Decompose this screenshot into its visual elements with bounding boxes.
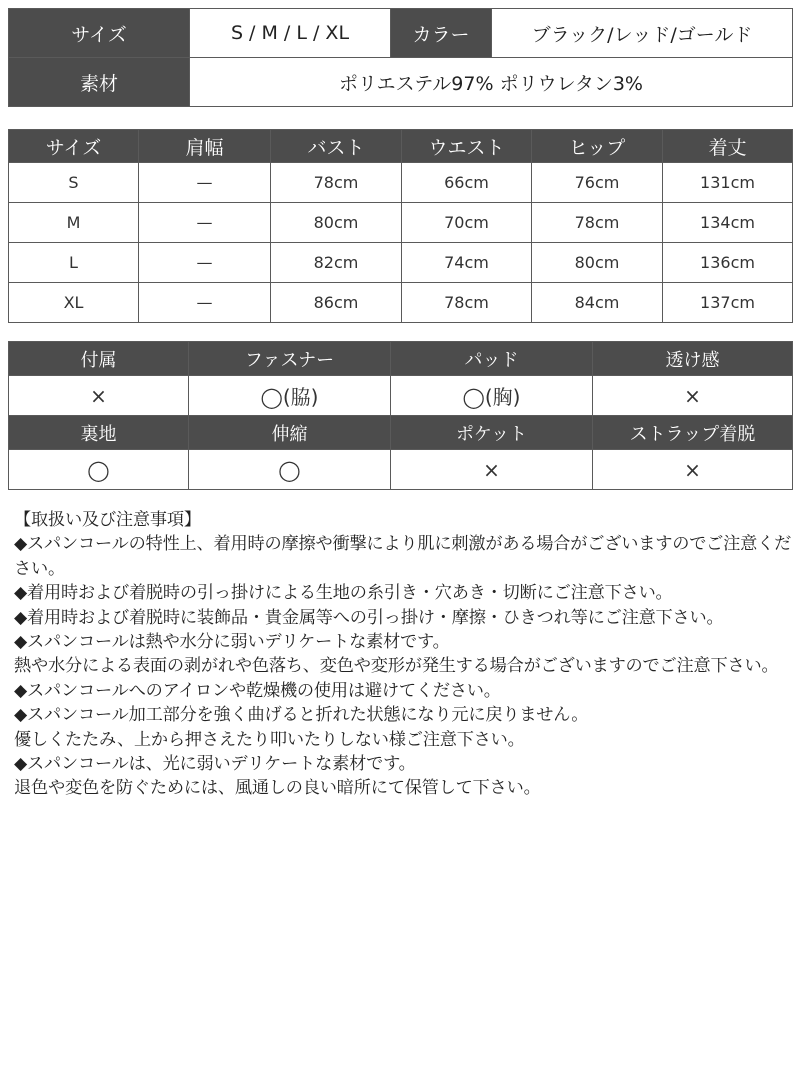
header-lining: 裏地 — [9, 416, 189, 450]
stretch-value: ◯ — [189, 450, 391, 490]
note-line: ◆スパンコールへのアイロンや乾燥機の使用は避けてください。 — [14, 680, 501, 701]
note-line: 優しくたたみ、上から押さえたり叩いたりしない様ご注意下さい。 — [14, 729, 525, 750]
info-row-size-color — [9, 9, 793, 58]
note-line: ◆着用時および着脱時に装飾品・貴金属等への引っ掛け・摩擦・ひきつれ等にご注意下さい。 — [14, 607, 724, 628]
pad-value: ◯(胸) — [391, 376, 593, 416]
header-pocket: ポケット — [391, 416, 593, 450]
material-label: 素材 — [9, 58, 190, 107]
size-cell: L — [9, 243, 139, 283]
accessories-value: × — [9, 376, 189, 416]
shoulder-cell: — — [139, 203, 271, 243]
note-line: ◆スパンコールの特性上、着用時の摩擦や衝撃により肌に刺激がある場合がございますのでご注意ください。 — [14, 534, 792, 579]
table-row — [9, 283, 793, 323]
header-sheerness: 透け感 — [593, 342, 793, 376]
product-info-table — [8, 8, 793, 107]
waist-cell: 74cm — [402, 243, 532, 283]
care-notes — [14, 508, 796, 801]
note-line: ◆着用時および着脱時の引っ掛けによる生地の糸引き・穴あき・切断にご注意下さい。 — [14, 583, 673, 604]
header-shoulder: 肩幅 — [139, 130, 271, 163]
waist-cell: 70cm — [402, 203, 532, 243]
color-label: カラー — [391, 9, 492, 58]
hip-cell: 84cm — [532, 283, 663, 323]
header-waist: ウエスト — [402, 130, 532, 163]
header-accessories: 付属 — [9, 342, 189, 376]
shoulder-cell: — — [139, 283, 271, 323]
lining-value: ◯ — [9, 450, 189, 490]
material-value: ポリエステル97% ポリウレタン3% — [190, 58, 793, 107]
size-cell: XL — [9, 283, 139, 323]
hip-cell: 78cm — [532, 203, 663, 243]
bust-cell: 82cm — [271, 243, 402, 283]
note-line: ◆スパンコール加工部分を強く曲げると折れた状態になり元に戻りません。 — [14, 705, 589, 726]
shoulder-cell: — — [139, 163, 271, 203]
hip-cell: 80cm — [532, 243, 663, 283]
length-cell: 131cm — [663, 163, 793, 203]
note-line: ◆スパンコールは、光に弱いデリケートな素材です。 — [14, 754, 416, 775]
feature-header-row-2 — [9, 416, 793, 450]
header-pad: パッド — [391, 342, 593, 376]
waist-cell: 66cm — [402, 163, 532, 203]
header-length: 着丈 — [663, 130, 793, 163]
pocket-value: × — [391, 450, 593, 490]
header-hip: ヒップ — [532, 130, 663, 163]
table-row — [9, 163, 793, 203]
zipper-value: ◯(脇) — [189, 376, 391, 416]
strap-value: × — [593, 450, 793, 490]
waist-cell: 78cm — [402, 283, 532, 323]
size-value: S / M / L / XL — [190, 9, 391, 58]
length-cell: 137cm — [663, 283, 793, 323]
hip-cell: 76cm — [532, 163, 663, 203]
length-cell: 136cm — [663, 243, 793, 283]
header-zipper: ファスナー — [189, 342, 391, 376]
feature-value-row-1 — [9, 376, 793, 416]
header-strap: ストラップ着脱 — [593, 416, 793, 450]
feature-value-row-2 — [9, 450, 793, 490]
info-row-material — [9, 58, 793, 107]
size-chart-table — [8, 129, 793, 323]
note-line: 熱や水分による表面の剥がれや色落ち、変色や変形が発生する場合がございますのでご注意下さい。 — [14, 656, 779, 677]
sheerness-value: × — [593, 376, 793, 416]
feature-header-row-1 — [9, 342, 793, 376]
note-line: ◆スパンコールは熱や水分に弱いデリケートな素材です。 — [14, 632, 450, 653]
table-row — [9, 243, 793, 283]
bust-cell: 80cm — [271, 203, 402, 243]
size-cell: S — [9, 163, 139, 203]
bust-cell: 78cm — [271, 163, 402, 203]
header-bust: バスト — [271, 130, 402, 163]
length-cell: 134cm — [663, 203, 793, 243]
table-row — [9, 203, 793, 243]
notes-title: 【取扱い及び注意事項】 — [14, 510, 201, 530]
size-cell: M — [9, 203, 139, 243]
color-value: ブラック/レッド/ゴールド — [492, 9, 793, 58]
size-chart-header-row — [9, 130, 793, 163]
header-size: サイズ — [9, 130, 139, 163]
feature-table — [8, 341, 793, 490]
size-label: サイズ — [9, 9, 190, 58]
header-stretch: 伸縮 — [189, 416, 391, 450]
note-line: 退色や変色を防ぐためには、風通しの良い暗所にて保管して下さい。 — [14, 778, 541, 799]
shoulder-cell: — — [139, 243, 271, 283]
bust-cell: 86cm — [271, 283, 402, 323]
